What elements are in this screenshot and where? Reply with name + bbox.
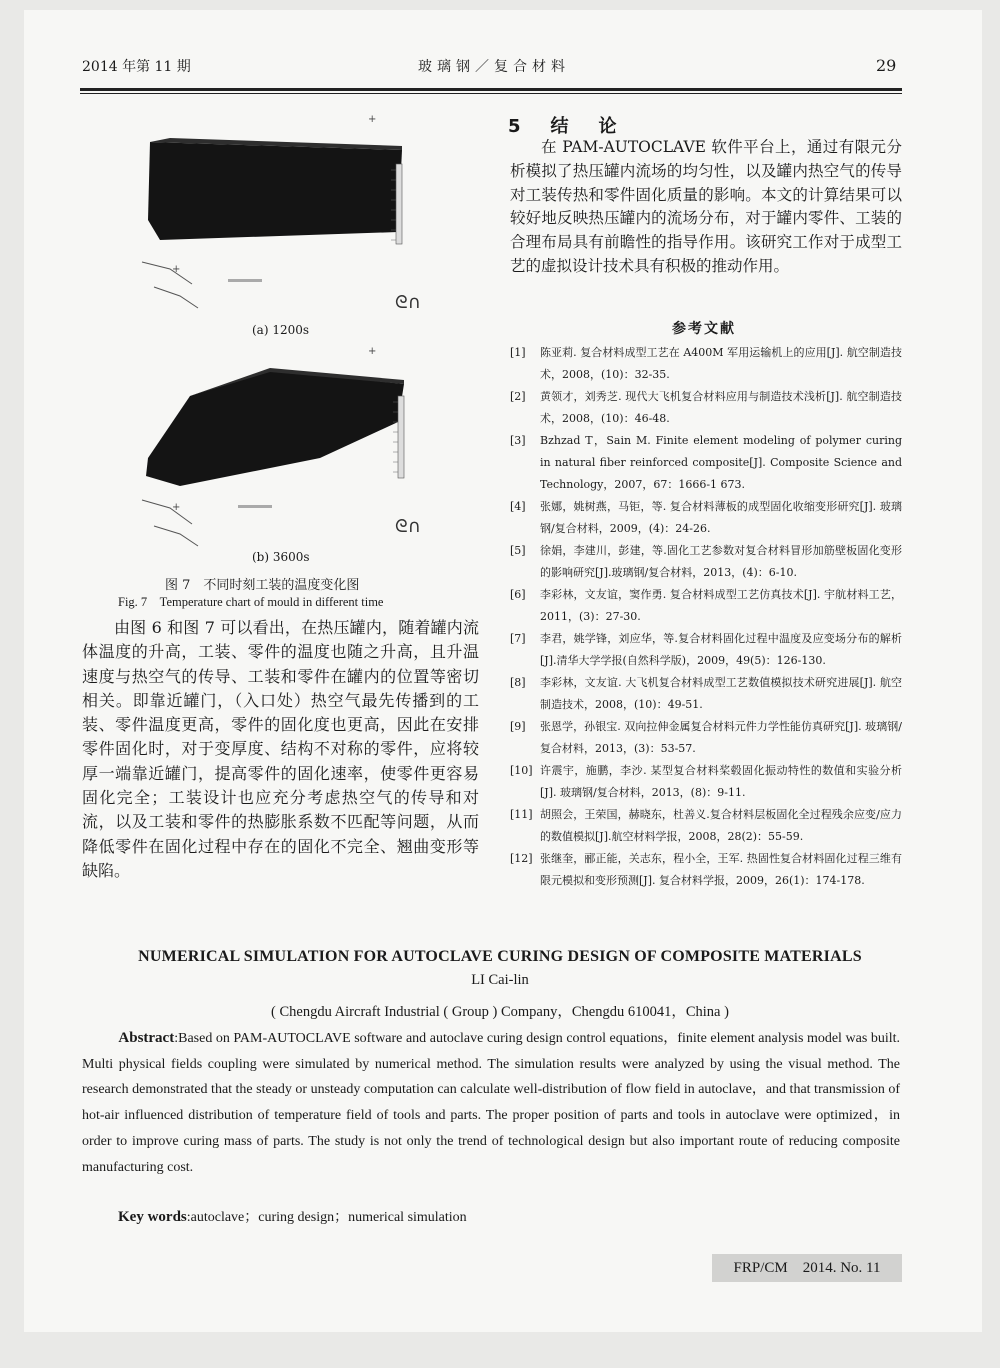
reference-text: 黄领才，刘秀芝. 现代大飞机复合材料应用与制造技术浅析[J]. 航空制造技术，2008，(10)：46-48.	[540, 390, 902, 425]
color-legend-bar	[396, 164, 402, 244]
header-rule-thick	[80, 88, 902, 91]
abstract-text: Based on PAM-AUTOCLAVE software and autoclave curing design control equations，finite element analysis model was built. Multi physical fields coupling were simulated by numerical method. The simulation results were analyzed by using the visual method. The research demonstrated that the steady or unsteady computation can calculate well-distribution of flow field in autoclave，and that transmission of hot-air influenced distribution of temperature field of tools and parts. The proper position of parts and tools in autoclave were optimized，in order to improve curing mass of parts. The study is not only the trend of technological design but also important route of reducing composite manufacturing cost.	[82, 1031, 900, 1175]
reference-text: 李君，姚学锋，刘应华，等.复合材料固化过程中温度及应变场分布的解析[J].清华大学学报(自然科学版)，2009，49(5)：126-130.	[540, 632, 902, 667]
reference-number: [7]	[510, 632, 526, 645]
reference-text: 张恩学，孙银宝. 双向拉伸金属复合材料元件力学性能仿真研究[J]. 玻璃钢/复合材料，2013，(3)：53-57.	[540, 720, 902, 755]
figure-caption-en: Fig. 7 Temperature chart of mould in different time	[118, 595, 384, 609]
reference-item	[510, 540, 902, 584]
reference-item	[510, 430, 902, 496]
axis-triad-plus: +	[368, 114, 377, 125]
reference-text: 李彩林，文友谊，窦作勇. 复合材料成型工艺仿真技术[J]. 宇航材料工艺，2011，(3)：27-30.	[540, 588, 902, 623]
conclusion-paragraph: 在 PAM-AUTOCLAVE 软件平台上，通过有限元分析模拟了热压罐内流场的均匀性，以及罐内热空气的传导对工装传热和零件固化质量的影响。本文的计算结果可以较好地反映热压罐内的流场分布，对于罐内零件、工装的合理布局具有前瞻性的指导作用。该研究工作对于成型工艺的虚拟设计技术具有积极的推动作用。	[510, 138, 902, 275]
reference-number: [5]	[510, 544, 526, 557]
reference-item	[510, 672, 902, 716]
axis-plus-marker: +	[172, 264, 181, 275]
axis-line-1	[142, 262, 192, 284]
header-rule-thin	[80, 93, 902, 94]
reference-number: [4]	[510, 500, 526, 513]
reference-item	[510, 628, 902, 672]
reference-text: Bzhzad T，Sain M. Finite element modeling of polymer curing in natural fiber reinforced composite[J]. Composite Science and Technology，2007，67：1666-1 673.	[540, 434, 902, 491]
mould-surface	[146, 370, 404, 486]
header-page-number: 29	[876, 56, 897, 75]
figure-7b-label: (b) 3600s	[252, 550, 310, 564]
reference-item	[510, 584, 902, 628]
figure-7a-label: (a) 1200s	[252, 323, 310, 337]
figure-7a-temperature-plot	[140, 112, 421, 332]
figure-7b-temperature-plot	[140, 346, 421, 568]
reference-item	[510, 496, 902, 540]
header-issue: 2014 年第 11 期	[82, 59, 191, 75]
reference-number: [8]	[510, 676, 526, 689]
reference-text: 张继奎，郦正能，关志东，程小全，王军. 热固性复合材料固化过程三维有限元模拟和变形预测[J]. 复合材料学报，2009，26(1)：174-178.	[540, 852, 902, 887]
discussion-paragraph: 由图 6 和图 7 可以看出，在热压罐内，随着罐内流体温度的升高，工装、零件的温度也随之升高，且升温速度与热空气的传导、工装和零件在罐内的位置等密切相关。即靠近罐门，（入口处）热空气最先传播到的工装、零件温度更高，零件的固化度也更高，因此在安排零件固化时，对于变厚度、结构不对称的零件，应将较厚一端靠近罐门，提高零件的固化速率，使零件更容易固化完全；工装设计也应充分考虑热空气的传导和对流，以及工装和零件的热膨胀系数不匹配等问题，从而降低零件在固化过程中存在的固化不完全、翘曲变形等缺陷。	[82, 618, 479, 880]
reference-item	[510, 716, 902, 760]
english-author: LI Cai-lin	[471, 972, 529, 988]
axis-line-2	[154, 287, 198, 308]
keywords-label: Key words	[118, 1209, 187, 1225]
time-stamp-smudge	[238, 505, 272, 508]
axis-line-2	[154, 526, 198, 546]
reference-item	[510, 848, 902, 892]
mould-surface	[148, 142, 402, 240]
reference-text: 张娜，姚树燕，马钜，等. 复合材料薄板的成型固化收缩变形研究[J]. 玻璃钢/复合材料，2009，(4)：24-26.	[540, 500, 902, 535]
english-affiliation: ( Chengdu Aircraft Industrial ( Group ) Company，Chengdu 610041，China )	[271, 1004, 729, 1020]
abstract-label: Abstract	[118, 1030, 175, 1046]
reference-list	[510, 342, 902, 892]
conclusion-heading: 5 结 论	[508, 116, 623, 137]
reference-text: 徐娟，李建川，彭建，等.固化工艺参数对复合材料冒形加筋壁板固化变形的影响研究[J].玻璃钢/复合材料，2013，(4)：6-10.	[540, 544, 902, 579]
keywords-text: autoclave；curing design；numerical simulation	[190, 1210, 467, 1225]
reference-number: [2]	[510, 390, 526, 403]
footer-journal-issue: FRP/CM 2014. No. 11	[712, 1254, 902, 1282]
english-abstract: Abstract:Based on PAM-AUTOCLAVE software and autoclave curing design control equations，finite element analysis model was built. Multi physical fields coupling were simulated by numerical method. The simulation results were analyzed by using the visual method. The research demonstrated that the steady or unsteady computation can calculate well-distribution of flow field in autoclave，and that transmission of hot-air influenced distribution of temperature field of tools and parts. The proper position of parts and tools in autoclave were optimized，in order to improve curing mass of parts. The study is not only the trend of technological design but also important route of reducing composite manufacturing cost.	[82, 1030, 900, 1175]
english-keywords: Key words:autoclave；curing design；numerical simulation	[118, 1209, 467, 1225]
reference-number: [10]	[510, 764, 533, 777]
header-journal-title: 玻璃钢／复合材料	[418, 59, 570, 75]
axis-triad-plus: +	[368, 346, 377, 357]
reference-text: 许震宇，施鹏，李沙. 某型复合材料桨毂固化振动特性的数值和实验分析[J]. 玻璃钢/复合材料，2013，(8)：9-11.	[540, 764, 902, 799]
software-logo-icon: ᘓ∩	[395, 516, 421, 537]
references-heading: 参考文献	[672, 321, 736, 337]
axis-line-1	[142, 500, 192, 524]
axis-plus-marker: +	[172, 502, 181, 513]
reference-text: 陈亚莉. 复合材料成型工艺在 A400M 军用运输机上的应用[J]. 航空制造技术，2008，(10)：32-35.	[540, 346, 902, 381]
reference-text: 李彩林，文友谊. 大飞机复合材料成型工艺数值模拟技术研究进展[J]. 航空制造技术，2008，(10)：49-51.	[540, 676, 902, 711]
reference-number: [9]	[510, 720, 526, 733]
figure-caption-cn: 图 7 不同时刻工装的温度变化图	[165, 578, 360, 593]
time-stamp-smudge	[228, 279, 262, 282]
reference-text: 胡照会，王荣国，赫晓东，杜善义.复合材料层板固化全过程残余应变/应力的数值模拟[J].航空材料学报，2008，28(2)：55-59.	[540, 808, 902, 843]
reference-item	[510, 342, 902, 386]
reference-item	[510, 760, 902, 804]
english-title: NUMERICAL SIMULATION FOR AUTOCLAVE CURING DESIGN OF COMPOSITE MATERIALS	[138, 948, 862, 965]
reference-number: [1]	[510, 346, 526, 359]
software-logo-icon: ᘓ∩	[395, 292, 421, 313]
reference-number: [3]	[510, 434, 526, 447]
reference-number: [6]	[510, 588, 526, 601]
reference-number: [12]	[510, 852, 533, 865]
color-legend-bar	[398, 396, 404, 478]
reference-item	[510, 386, 902, 430]
reference-number: [11]	[510, 808, 533, 821]
reference-item	[510, 804, 902, 848]
